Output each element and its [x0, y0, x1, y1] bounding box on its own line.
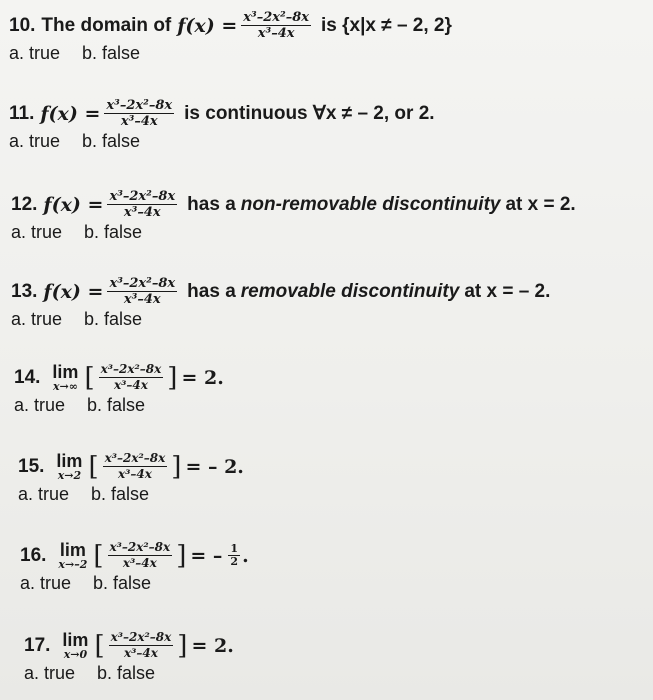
numerator: x³–2x²–8x — [104, 451, 166, 465]
question-12 — [11, 189, 653, 243]
denominator: x³–4x — [123, 205, 161, 220]
option-false[interactable]: b. false — [91, 484, 150, 504]
numerator: x³–2x²–8x — [109, 540, 171, 554]
limit-operator — [52, 363, 78, 393]
option-true[interactable]: a. true — [9, 43, 61, 63]
answer-options — [9, 131, 653, 152]
question-17-statement — [24, 630, 653, 661]
function-lhs: f(x) = — [40, 102, 101, 125]
question-16-statement — [20, 540, 653, 571]
result-denominator: 2 — [230, 555, 239, 568]
option-false[interactable]: b. false — [84, 222, 143, 242]
answer-options — [9, 43, 653, 64]
question-12-statement — [11, 189, 653, 220]
question-11-statement — [9, 98, 653, 129]
rational-function — [108, 540, 173, 571]
question-16 — [20, 540, 653, 594]
right-bracket: ] — [177, 630, 188, 661]
denominator: x³–4x — [122, 556, 157, 570]
numerator: x³–2x²–8x — [109, 189, 176, 204]
limit-operator — [58, 541, 87, 571]
question-14-statement — [14, 362, 653, 393]
statement-prefix: has a — [187, 280, 236, 302]
prefix-text: The domain of — [41, 14, 172, 36]
denominator: x³–4x — [117, 467, 152, 481]
lim-subscript: x→–2 — [58, 557, 88, 571]
statement-emphasis: non-removable discontinuity — [240, 193, 501, 215]
denominator: x³–4x — [120, 114, 158, 129]
answer-options — [24, 663, 653, 684]
question-13 — [11, 276, 653, 330]
question-number: 16. — [20, 544, 47, 566]
option-true[interactable]: a. true — [24, 663, 76, 683]
question-17 — [24, 630, 653, 684]
right-bracket: ] — [171, 451, 182, 482]
denominator: x³–4x — [123, 292, 161, 307]
rational-function — [107, 189, 177, 220]
limit-operator — [56, 452, 82, 482]
denominator: x³–4x — [123, 646, 158, 660]
answer-options — [18, 484, 653, 505]
rational-function — [107, 276, 177, 307]
result-period: . — [242, 544, 249, 567]
statement-suffix: is {x|x ≠ – 2, 2} — [321, 14, 452, 36]
statement-suffix: is continuous ∀x ≠ – 2, or 2. — [184, 103, 435, 124]
numerator: x³–2x²–8x — [106, 98, 173, 113]
lim-word: lim — [56, 450, 83, 471]
numerator: x³–2x²–8x — [110, 630, 172, 644]
rational-function — [103, 451, 168, 482]
limit-result: = – 2. — [185, 455, 244, 478]
lim-subscript: x→∞ — [52, 379, 78, 393]
function-lhs: f(x) = — [43, 193, 104, 216]
question-15 — [18, 451, 653, 505]
answer-options — [11, 309, 653, 330]
option-true[interactable]: a. true — [11, 309, 63, 329]
statement-prefix: has a — [187, 193, 236, 215]
option-true[interactable]: a. true — [18, 484, 70, 504]
numerator: x³–2x²–8x — [109, 276, 176, 291]
answer-options — [14, 395, 653, 416]
left-bracket: [ — [88, 451, 99, 482]
option-true[interactable]: a. true — [14, 395, 66, 415]
numerator: x³–2x²–8x — [243, 10, 309, 25]
question-number: 15. — [18, 455, 45, 477]
question-13-statement — [11, 276, 653, 307]
option-false[interactable]: b. false — [82, 43, 141, 63]
denominator: x³–4x — [113, 378, 148, 392]
question-10-statement — [9, 10, 653, 41]
answer-options — [20, 573, 653, 594]
question-number: 17. — [24, 634, 51, 656]
rational-function — [99, 362, 164, 393]
lim-word: lim — [52, 361, 79, 382]
result-numerator: 1 — [230, 542, 239, 555]
function-lhs: f(x) = — [43, 280, 104, 303]
rational-function — [104, 98, 174, 129]
limit-result: = 2. — [191, 634, 234, 657]
question-number: 11. — [9, 102, 35, 124]
option-true[interactable]: a. true — [20, 573, 72, 593]
statement-emphasis: removable discontinuity — [240, 280, 460, 302]
statement-end: at x = 2. — [505, 193, 576, 215]
answer-options — [11, 222, 653, 243]
right-bracket: ] — [167, 362, 178, 393]
option-false[interactable]: b. false — [87, 395, 146, 415]
question-15-statement — [18, 451, 653, 482]
function-lhs: f(x) = — [177, 14, 238, 37]
result-fraction — [228, 543, 240, 568]
lim-subscript: x→0 — [63, 647, 88, 661]
rational-function — [241, 10, 311, 41]
limit-result: = – — [190, 544, 223, 567]
question-10 — [9, 10, 653, 64]
lim-word: lim — [62, 629, 89, 650]
question-number: 14. — [14, 366, 41, 388]
left-bracket: [ — [94, 630, 105, 661]
question-14 — [14, 362, 653, 416]
option-false[interactable]: b. false — [93, 573, 152, 593]
statement-end: at x = – 2. — [464, 280, 551, 302]
right-bracket: ] — [176, 540, 187, 571]
left-bracket: [ — [93, 540, 104, 571]
question-number: 13. — [11, 280, 38, 302]
option-true[interactable]: a. true — [9, 131, 61, 151]
option-false[interactable]: b. false — [97, 663, 156, 683]
denominator: x³–4x — [257, 26, 295, 41]
option-true[interactable]: a. true — [11, 222, 63, 242]
question-number: 10. — [9, 14, 36, 36]
option-false[interactable]: b. false — [82, 131, 141, 151]
question-11 — [9, 98, 653, 152]
limit-operator — [62, 631, 88, 661]
left-bracket: [ — [84, 362, 95, 393]
limit-result: = 2. — [181, 366, 224, 389]
numerator: x³–2x²–8x — [100, 362, 162, 376]
rational-function — [109, 630, 174, 661]
lim-subscript: x→2 — [57, 468, 82, 482]
option-false[interactable]: b. false — [84, 309, 143, 329]
question-number: 12. — [11, 193, 38, 215]
lim-word: lim — [59, 539, 86, 560]
